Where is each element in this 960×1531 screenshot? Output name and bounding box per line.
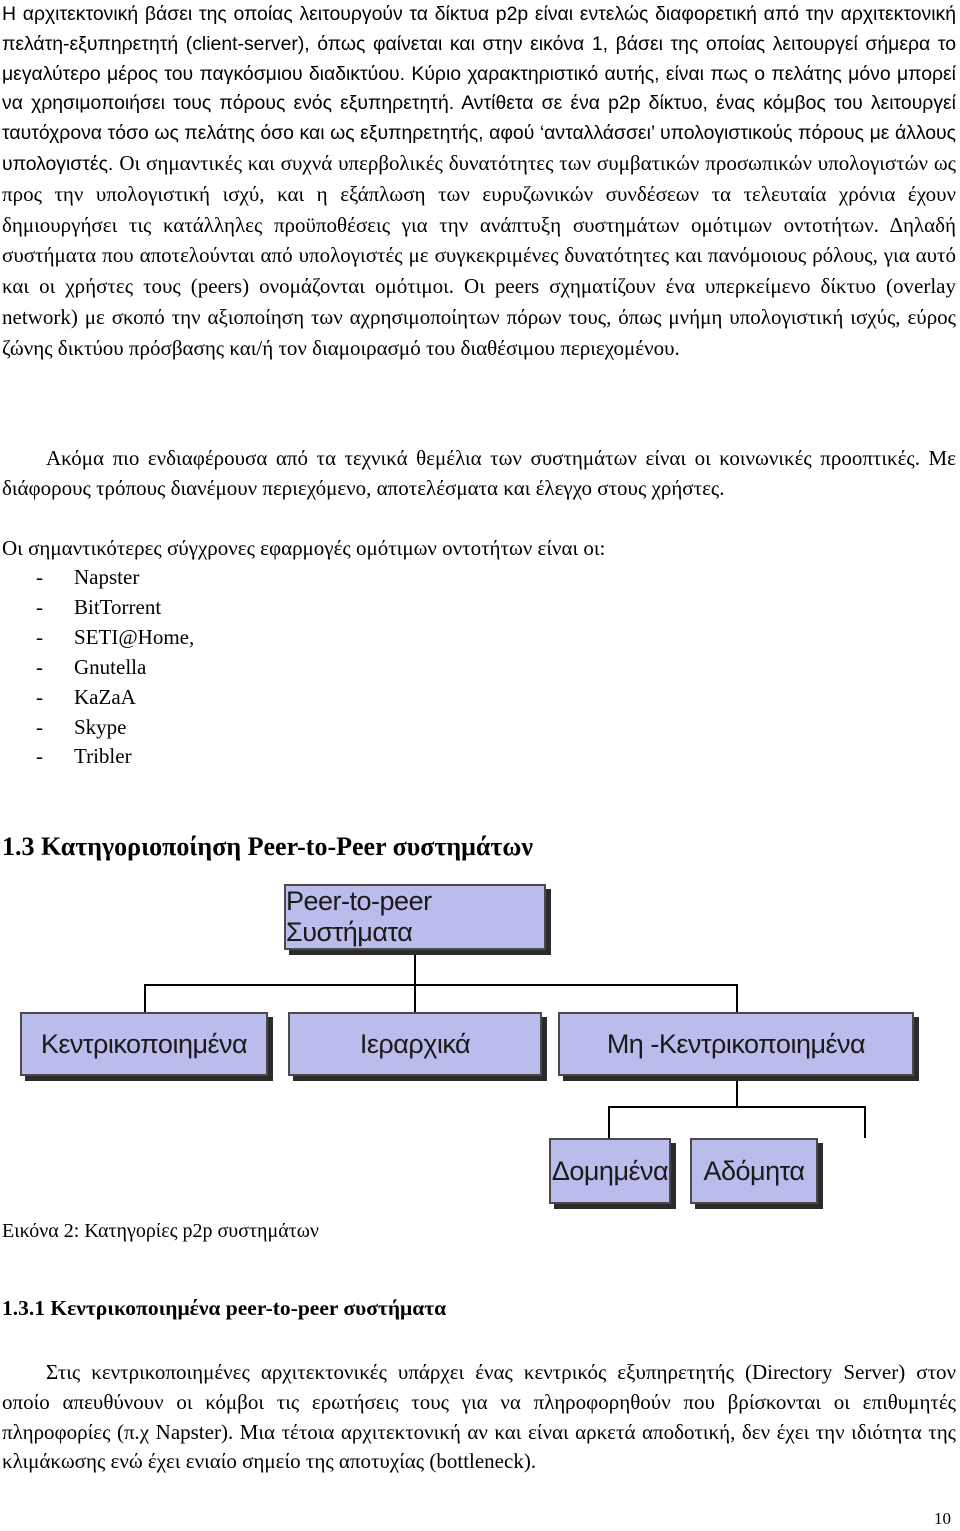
list-item: - BitTorrent — [36, 594, 162, 619]
paragraph-architecture-sans-text: Η αρχιτεκτονική βάσει της οποίας λειτουργούν τα δίκτυα p2p είναι εντελώς διαφορετική από την αρχιτεκτονική πελάτη-εξυπηρετητή (client-server), όπως φαίνεται και στην εικόνα 1, βάσει της οποίας λειτουργεί σήμερα το μεγαλύτερο μέρος του παγκόσμιου διαδικτύου. Κύριο χαρακτηριστικό αυτής, είναι πως ο πελάτης μόνο μπορεί να χρησιμοποιήσει τους πόρους ενός εξυπηρετητή. Αντίθετα σε ένα p2p δίκτυο, ένας κόμβος του λειτουργεί ταυτόχρονα τόσο ως πελάτης όσο και ως εξυπηρετητής, αφού ‘ανταλλάσσει’ υπολογιστικούς πόρους με άλλους υπολογιστές. — [2, 3, 956, 175]
applications-list — [2, 563, 194, 772]
node-peer-to-peer-systems: Peer-to-peer Συστήματα — [284, 884, 546, 950]
paragraph-architecture — [2, 0, 956, 365]
list-item: - Skype — [36, 714, 127, 739]
list-item: - KaZaA — [36, 684, 136, 709]
list-item: - Napster — [36, 565, 140, 589]
connector-level1-bar — [144, 984, 738, 986]
paragraph-architecture-serif-text: Οι σημαντικές και συχνά υπερβολικές δυνατότητες των συμβατικών προσωπικών υπολογιστών ως προς την υπολογιστική ισχύ, και η εξάπλωση των ευρυζωνικών συνδέσεων τα τελευταία χρόνια έχουν δημιουργήσει τις κατάλληλες προϋποθέσεις για την ανάπτυξη συστημάτων ομότιμων οντοτήτων. Δηλαδή συστήματα που αποτελούνται από υπολογιστές με συγκεκριμένες δυνατότητες και πανόμοιους ρόλους, για αυτό και οι χρήστες τους (peers) ονομάζονται ομότιμοι. Οι peers σχηματίζουν ένα υπερκείμενο δίκτυο (overlay network) με σκοπό την αξιοποίηση των αχρησιμοποίητων πόρων τους, όπως μνήμη υπολογιστική ισχύς, εύρος ζώνης δικτύου πρόσβασης και/ή τον διαμοιρασμό του διαθέσιμου περιεχομένου. — [2, 150, 956, 360]
paragraph-social-prospects — [2, 444, 956, 504]
connector-to-structured — [608, 1106, 610, 1138]
connector-to-decentralized — [736, 984, 738, 1012]
paragraph-centralized-text: Στις κεντρικοποιημένες αρχιτεκτονικές υπάρχει ένας κεντρικός εξυπηρετητής (Directory Server) στον οποίο απευθύνουν οι κόμβοι τις ερωτήσεις τους για να πληροφορηθούν που βρίσκονται οι επιθυμητές πληροφορίες (π.χ Napster). Μια τέτοια αρχιτεκτονική αν και είναι αρκετά αποδοτική, δεν έχει την ιδιότητα της κλιμάκωσης ενώ έχει ενιαίο σημείο της αποτυχίας (bottleneck). — [2, 1360, 956, 1474]
page-number: 10 — [934, 1509, 951, 1528]
subsection-heading: 1.3.1 Κεντρικοποιημένα peer-to-peer συστήματα — [2, 1296, 447, 1320]
list-intro: Οι σημαντικότερες σύγχρονες εφαρμογές ομότιμων οντοτήτων είναι οι: — [2, 536, 606, 560]
node-decentralized: Μη -Κεντρικοποιημένα — [558, 1012, 914, 1076]
connector-level2-bar — [608, 1106, 866, 1108]
connector-to-hierarchical — [414, 984, 416, 1012]
connector-decentralized-down — [736, 1076, 738, 1108]
node-structured: Δομημένα — [549, 1138, 671, 1204]
node-centralized: Κεντρικοποιημένα — [20, 1012, 268, 1076]
list-item: - Tribler — [36, 744, 132, 769]
connector-root-down — [414, 950, 416, 984]
connector-to-unstructured — [864, 1106, 866, 1138]
node-hierarchical: Ιεραρχικά — [288, 1012, 542, 1076]
node-unstructured: Αδόμητα — [690, 1138, 818, 1204]
paragraph-centralized — [2, 1358, 956, 1477]
connector-to-centralized — [144, 984, 146, 1012]
paragraph-social-prospects-text: Ακόμα πιο ενδιαφέρουσα από τα τεχνικά θεμέλια των συστημάτων είναι οι κοινωνικές προοπτικές. Με διάφορους τρόπους διανέμουν περιεχόμενο, αποτελέσματα και έλεγχο στους χρήστες. — [2, 446, 956, 500]
list-item: - SETI@Home, — [36, 624, 195, 649]
figure-caption: Εικόνα 2: Κατηγορίες p2p συστημάτων — [2, 1220, 319, 1242]
section-heading: 1.3 Κατηγοριοποίηση Peer-to-Peer συστημάτων — [2, 832, 534, 861]
list-item: - Gnutella — [36, 654, 147, 679]
